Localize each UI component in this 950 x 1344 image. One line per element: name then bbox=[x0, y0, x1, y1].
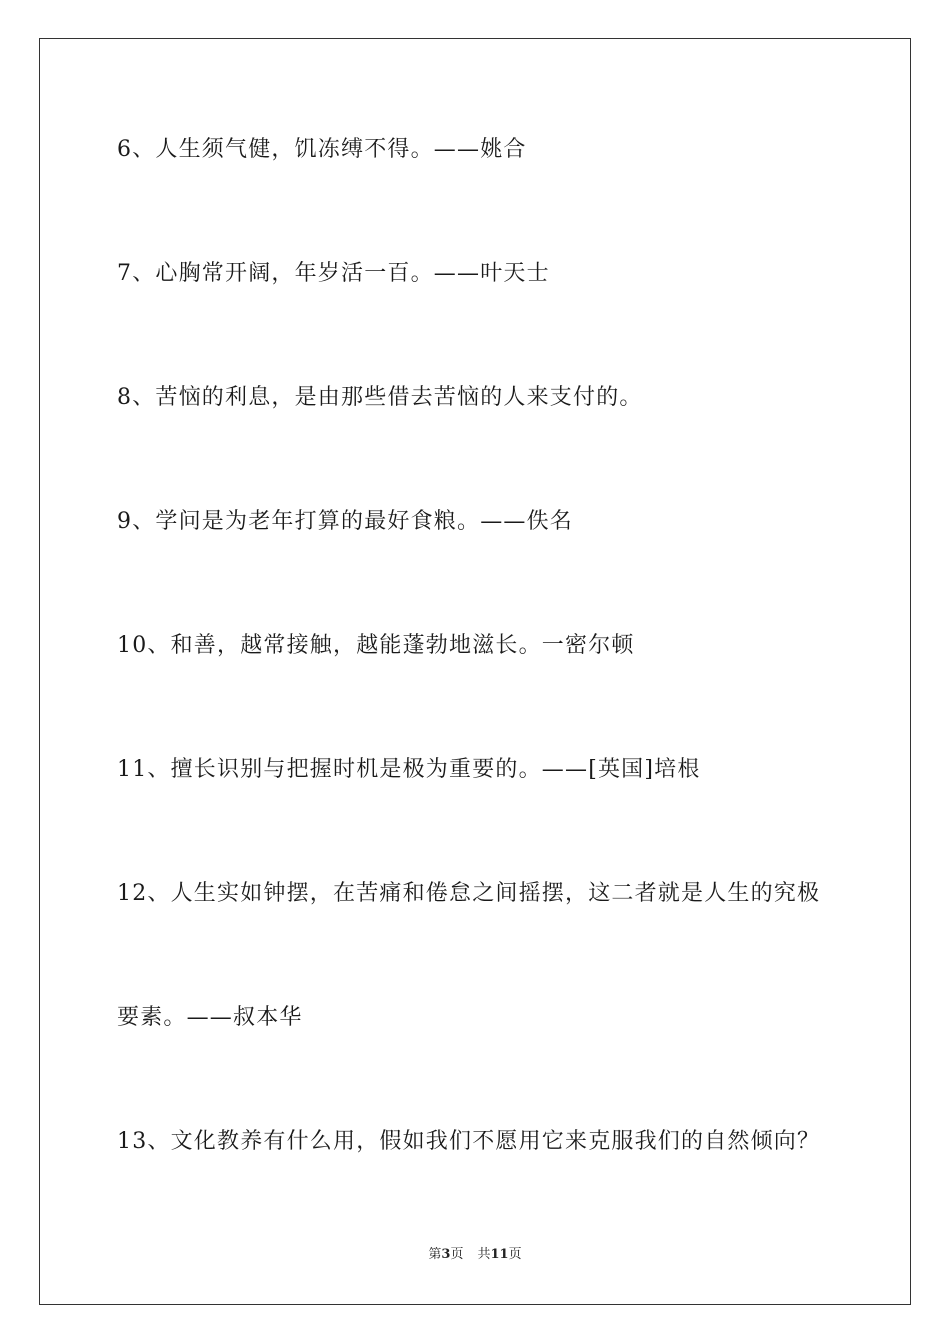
quote-line-11: 11、擅长识别与把握时机是极为重要的。——[英国]培根 bbox=[117, 757, 701, 782]
page-number: 3 bbox=[441, 1247, 451, 1262]
quote-line-13: 13、文化教养有什么用，假如我们不愿用它来克服我们的自然倾向？ bbox=[117, 1129, 821, 1154]
page-border bbox=[39, 38, 911, 1305]
quote-line-6: 6、人生须气健，饥冻缚不得。——姚合 bbox=[117, 137, 527, 162]
page-footer bbox=[0, 1246, 950, 1264]
total-pages: 11 bbox=[490, 1247, 509, 1262]
total-suffix: 页 bbox=[508, 1247, 522, 1262]
quote-line-9: 9、学问是为老年打算的最好食粮。——佚名 bbox=[117, 509, 573, 534]
page-prefix: 第 bbox=[428, 1247, 442, 1262]
quote-line-12-continued: 要素。——叔本华 bbox=[117, 1005, 303, 1030]
quote-line-7: 7、心胸常开阔，年岁活一百。——叶天士 bbox=[117, 261, 550, 286]
page-suffix: 页 bbox=[450, 1247, 464, 1262]
quote-line-12: 12、人生实如钟摆，在苦痛和倦怠之间摇摆，这二者就是人生的究极 bbox=[117, 881, 821, 906]
total-prefix: 共 bbox=[477, 1247, 491, 1262]
quote-line-8: 8、苦恼的利息，是由那些借去苦恼的人来支付的。 bbox=[117, 385, 643, 410]
quote-line-10: 10、和善，越常接触，越能蓬勃地滋长。一密尔顿 bbox=[117, 633, 635, 658]
